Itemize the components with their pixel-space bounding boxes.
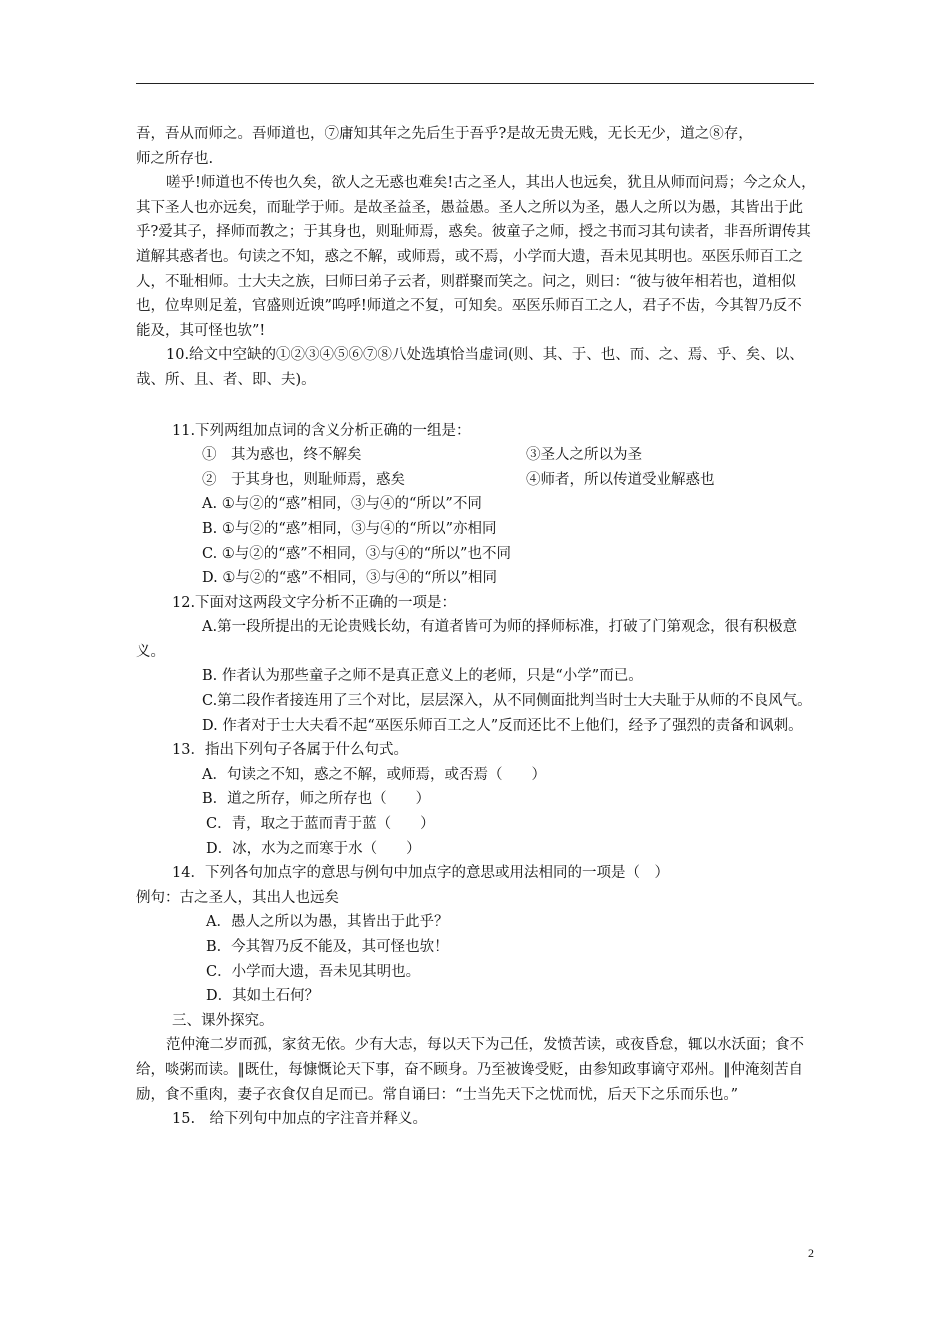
q11-option-a: A. ①与②的“惑”相同，③与④的“所以”不同 bbox=[202, 496, 482, 513]
question-11-items-row bbox=[136, 443, 816, 468]
q11-item: ① 其为惑也，终不解矣 bbox=[202, 447, 362, 464]
q13-option-c: C．青，取之于蓝而青于蓝（ ） bbox=[206, 816, 435, 833]
page-content bbox=[136, 122, 816, 1132]
q11-item: ④师者，所以传道受业解惑也 bbox=[526, 471, 715, 488]
q12-option-a: A.第一段所提出的无论贵贱长幼，有道者皆可为师的择师标准，打破了门第观念，很有积极意义。 bbox=[136, 619, 798, 660]
q12-option-d: D. 作者对于士大夫看不起“巫医乐师百工之人”反而还比不上他们，经予了强烈的责备和讽刺。 bbox=[202, 717, 803, 734]
q14-example: 例句：古之圣人，其出人也远矣 bbox=[136, 889, 339, 906]
question-11-stem: 11.下列两组加点词的含义分析正确的一组是： bbox=[172, 422, 471, 439]
question-13-stem: 13．指出下列句子各属于什么句式。 bbox=[172, 742, 408, 759]
passage-paragraph: 嗟乎!师道也不传也久矣，欲人之无惑也难矣!古之圣人，其出人也远矣，犹且从师而问焉；今之众人，其下圣人也亦远矣，而耻学于师。是故圣益圣，愚益愚。圣人之所以为圣，愚人之所以为愚，其皆出于此乎?爱其子，择师而教之；于其身也，则耻师焉，惑矣。彼童子之师，授之书而习其句读者，非吾所谓传其道解其惑者也。句读之不知，惑之不解，或师焉，或不焉，小学而大遗，吾未见其明也。巫医乐师百工之人，不耻相师。士大夫之族，曰师曰弟子云者，则群聚而笑之。问之，则曰：“彼与彼年相若也，道相似也，位卑则足羞，官盛则近谀”呜呼!师道之不复，可知矣。巫医乐师百工之人，君子不齿，今其智乃反不能及，其可怪也欤”! bbox=[136, 175, 816, 339]
question-11-items-row bbox=[136, 468, 816, 493]
q11-item: ③圣人之所以为圣 bbox=[526, 447, 642, 464]
question-12-stem: 12.下面对这两段文字分析不正确的一项是： bbox=[172, 594, 457, 611]
q12-option-b: B. 作者认为那些童子之师不是真正意义上的老师，只是“小学”而已。 bbox=[202, 668, 643, 685]
question-15: 15. 给下列句中加点的字注音并释义。 bbox=[172, 1111, 428, 1128]
q14-option-d: D．其如土石何？ bbox=[206, 988, 320, 1005]
question-10: 10.给文中空缺的①②③④⑤⑥⑦⑧八处选填恰当虚词(则、其、于、也、而、之、焉、乎、矣、以、哉、所、且、者、即、夫)。 bbox=[136, 347, 804, 388]
question-14-stem: 14．下列各句加点字的意思与例句中加点字的意思或用法相同的一项是（ ） bbox=[172, 865, 669, 882]
section-3-title: 三、课外探究。 bbox=[172, 1012, 274, 1029]
q12-option-c: C.第二段作者接连用了三个对比，层层深入，从不同侧面批判当时士大夫耻于从师的不良风气。 bbox=[202, 693, 812, 710]
q11-item: ② 于其身也，则耻师焉，惑矣 bbox=[202, 471, 405, 488]
passage-line: 吾，吾从而师之。吾师道也，⑦庸知其年之先后生于吾乎?是故无贵无贱，无长无少，道之⑧存， bbox=[136, 126, 753, 142]
q13-option-b: B．道之所存，师之所存也（ ） bbox=[202, 791, 431, 808]
header-rule bbox=[136, 83, 814, 84]
section-3-passage: 范仲淹二岁而孤，家贫无依。少有大志，每以天下为己任，发愤苦读，或夜昏怠，辄以水沃面；食不给，啖粥而读。‖既仕，每慷慨论天下事，奋不顾身。乃至被谗受贬，由参知政事谪守邓州。‖仲淹刻苦自励，食不重肉，妻子衣食仅自足而已。常自诵曰：“士当先天下之忧而忧，后天下之乐而乐也。” bbox=[136, 1037, 804, 1103]
passage-line: 师之所存也. bbox=[136, 150, 214, 167]
q13-option-a: A．句读之不知，惑之不解，或师焉，或否焉（ ） bbox=[202, 766, 546, 783]
q11-option-b: B. ①与②的“惑”相同，③与④的“所以”亦相同 bbox=[202, 520, 497, 537]
q11-option-c: C. ①与②的“惑”不相同，③与④的“所以”也不同 bbox=[202, 545, 511, 562]
q14-option-a: A．愚人之所以为愚，其皆出于此乎？ bbox=[206, 914, 449, 931]
page-number: 2 bbox=[808, 1246, 814, 1260]
q13-option-d: D．冰，水为之而寒于水（ ） bbox=[206, 840, 421, 857]
q14-option-c: C．小学而大遗，吾未见其明也。 bbox=[206, 963, 421, 980]
q11-option-d: D. ①与②的“惑”不相同，③与④的“所以”相同 bbox=[202, 570, 497, 587]
q14-option-b: B．今其智乃反不能及，其可怪也欤！ bbox=[206, 939, 449, 955]
